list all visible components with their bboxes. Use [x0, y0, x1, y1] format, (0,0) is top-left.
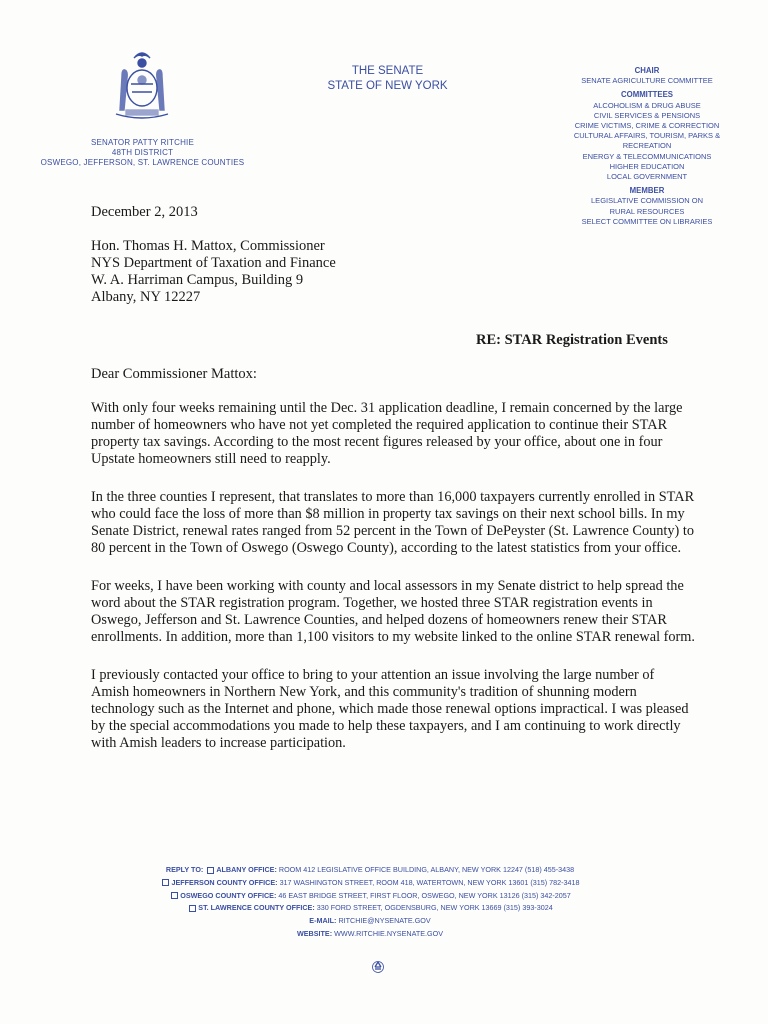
office-address: 317 WASHINGTON STREET, ROOM 418, WATERTOWN, NEW YORK 13601 (315) 782-3418 [279, 877, 580, 887]
address-line: W. A. Harriman Campus, Building 9 [91, 272, 304, 288]
senate-state: STATE OF NEW YORK [327, 80, 448, 92]
senate-title: THE SENATE [351, 65, 424, 77]
office-address: 330 FORD STREET, OGDENSBURG, NEW YORK 13669 (315) 393-3024 [316, 903, 553, 913]
chair-label: CHAIR [634, 66, 660, 75]
checkbox-icon [162, 879, 169, 886]
recycle-icon [371, 960, 385, 974]
committee-item: CRIME VICTIMS, CRIME & CORRECTION [574, 121, 720, 131]
footer-email [110, 915, 630, 928]
committees-label: COMMITTEES [621, 90, 673, 100]
office-label: JEFFERSON COUNTY OFFICE: [171, 877, 278, 887]
footer-st-lawrence [110, 902, 630, 915]
subject-line: RE: STAR Registration Events [476, 332, 668, 348]
office-address: ROOM 412 LEGISLATIVE OFFICE BUILDING, ALBANY, NEW YORK 12247 (518) 455-3438 [278, 865, 575, 874]
committee-item: LOCAL GOVERNMENT [606, 172, 688, 182]
member-label: MEMBER [629, 186, 665, 196]
senator-district: 48TH DISTRICT [111, 148, 174, 157]
footer-jefferson [110, 877, 630, 890]
body-paragraph: With only four weeks remaining until the Dec. 31 application deadline, I remain concerned by the large number of homeowners who have not yet completed the required application to continue their STAR property tax savings. According to the most recent figures released by your office, about one in four Upstate homeowners still need to reapply. [91, 400, 683, 467]
committee-item: CULTURAL AFFAIRS, TOURISM, PARKS & [573, 131, 721, 141]
member-item: SELECT COMMITTEE ON LIBRARIES [581, 216, 713, 226]
email-label: E-MAIL: [309, 916, 337, 926]
body-paragraph: For weeks, I have been working with county and local assessors in my Senate district to help spread the word about the STAR registration program. Together, we hosted three STAR registration events in Oswego, Jefferson and St. Lawrence Counties, and helped dozens of homeowners renew their STAR enrollments. In addition, more than 1,100 visitors to my website linked to the online STAR renewal form. [91, 578, 695, 645]
office-label: ALBANY OFFICE: [216, 865, 277, 874]
member-item: LEGISLATIVE COMMISSION ON [591, 196, 703, 206]
committee-item: ALCOHOLISM & DRUG ABUSE [593, 100, 701, 110]
website-label: WEBSITE: [296, 928, 333, 938]
letter-body [91, 400, 695, 773]
address-line: NYS Department of Taxation and Finance [91, 255, 336, 271]
senate-heading [300, 64, 475, 94]
email-address[interactable]: RITCHIE@NYSENATE.GOV [338, 916, 431, 926]
letter-date: December 2, 2013 [91, 204, 198, 220]
checkbox-icon [171, 892, 178, 899]
office-label: ST. LAWRENCE COUNTY OFFICE: [198, 903, 315, 913]
senator-counties: OSWEGO, JEFFERSON, ST. LAWRENCE COUNTIES [40, 158, 245, 167]
senator-block [40, 138, 245, 168]
checkbox-icon [207, 867, 214, 874]
salutation: Dear Commissioner Mattox: [91, 366, 257, 382]
reply-label: REPLY TO: [165, 865, 204, 874]
committee-item: ENERGY & TELECOMMUNICATIONS [582, 151, 712, 161]
member-item: RURAL RESOURCES [609, 206, 685, 216]
office-address: 46 EAST BRIDGE STREET, FIRST FLOOR, OSWEGO, NEW YORK 13126 (315) 342-2057 [278, 890, 571, 900]
footer-website [110, 928, 630, 941]
committee-item: HIGHER EDUCATION [609, 161, 685, 171]
address-line: Albany, NY 12227 [91, 289, 201, 305]
recipient-address [91, 238, 336, 306]
office-footer [110, 864, 630, 941]
footer-albany [110, 864, 630, 877]
committee-list [548, 66, 746, 227]
new-york-state-seal [102, 44, 182, 124]
checkbox-icon [189, 905, 196, 912]
chair-item: SENATE AGRICULTURE COMMITTEE [581, 76, 713, 86]
committee-item: RECREATION [622, 141, 672, 151]
body-paragraph: In the three counties I represent, that translates to more than 16,000 taxpayers currently enrolled in STAR who could face the loss of more than $8 million in property tax savings on their next school bills. In my Senate District, renewal rates ranged from 52 percent in the Town of DePeyster (St. Lawrence County) to 80 percent in the Town of Oswego (Oswego County), according to the latest statistics from your office. [91, 489, 695, 556]
website-url[interactable]: WWW.RITCHIE.NYSENATE.GOV [334, 928, 444, 938]
senator-name: SENATOR PATTY RITCHIE [90, 138, 195, 147]
body-paragraph: I previously contacted your office to bring to your attention an issue involving the large number of Amish homeowners in Northern New York, and this community's tradition of shunning modern technology such as the Internet and phone, which made those renewal options impractical. I was pleased by the special accommodations you made to help these taxpayers, and I am continuing to work directly with Amish leaders to increase participation. [91, 667, 689, 751]
office-label: OSWEGO COUNTY OFFICE: [180, 890, 277, 900]
committee-item: CIVIL SERVICES & PENSIONS [593, 110, 701, 120]
address-line: Hon. Thomas H. Mattox, Commissioner [91, 238, 325, 254]
footer-oswego [110, 890, 630, 903]
